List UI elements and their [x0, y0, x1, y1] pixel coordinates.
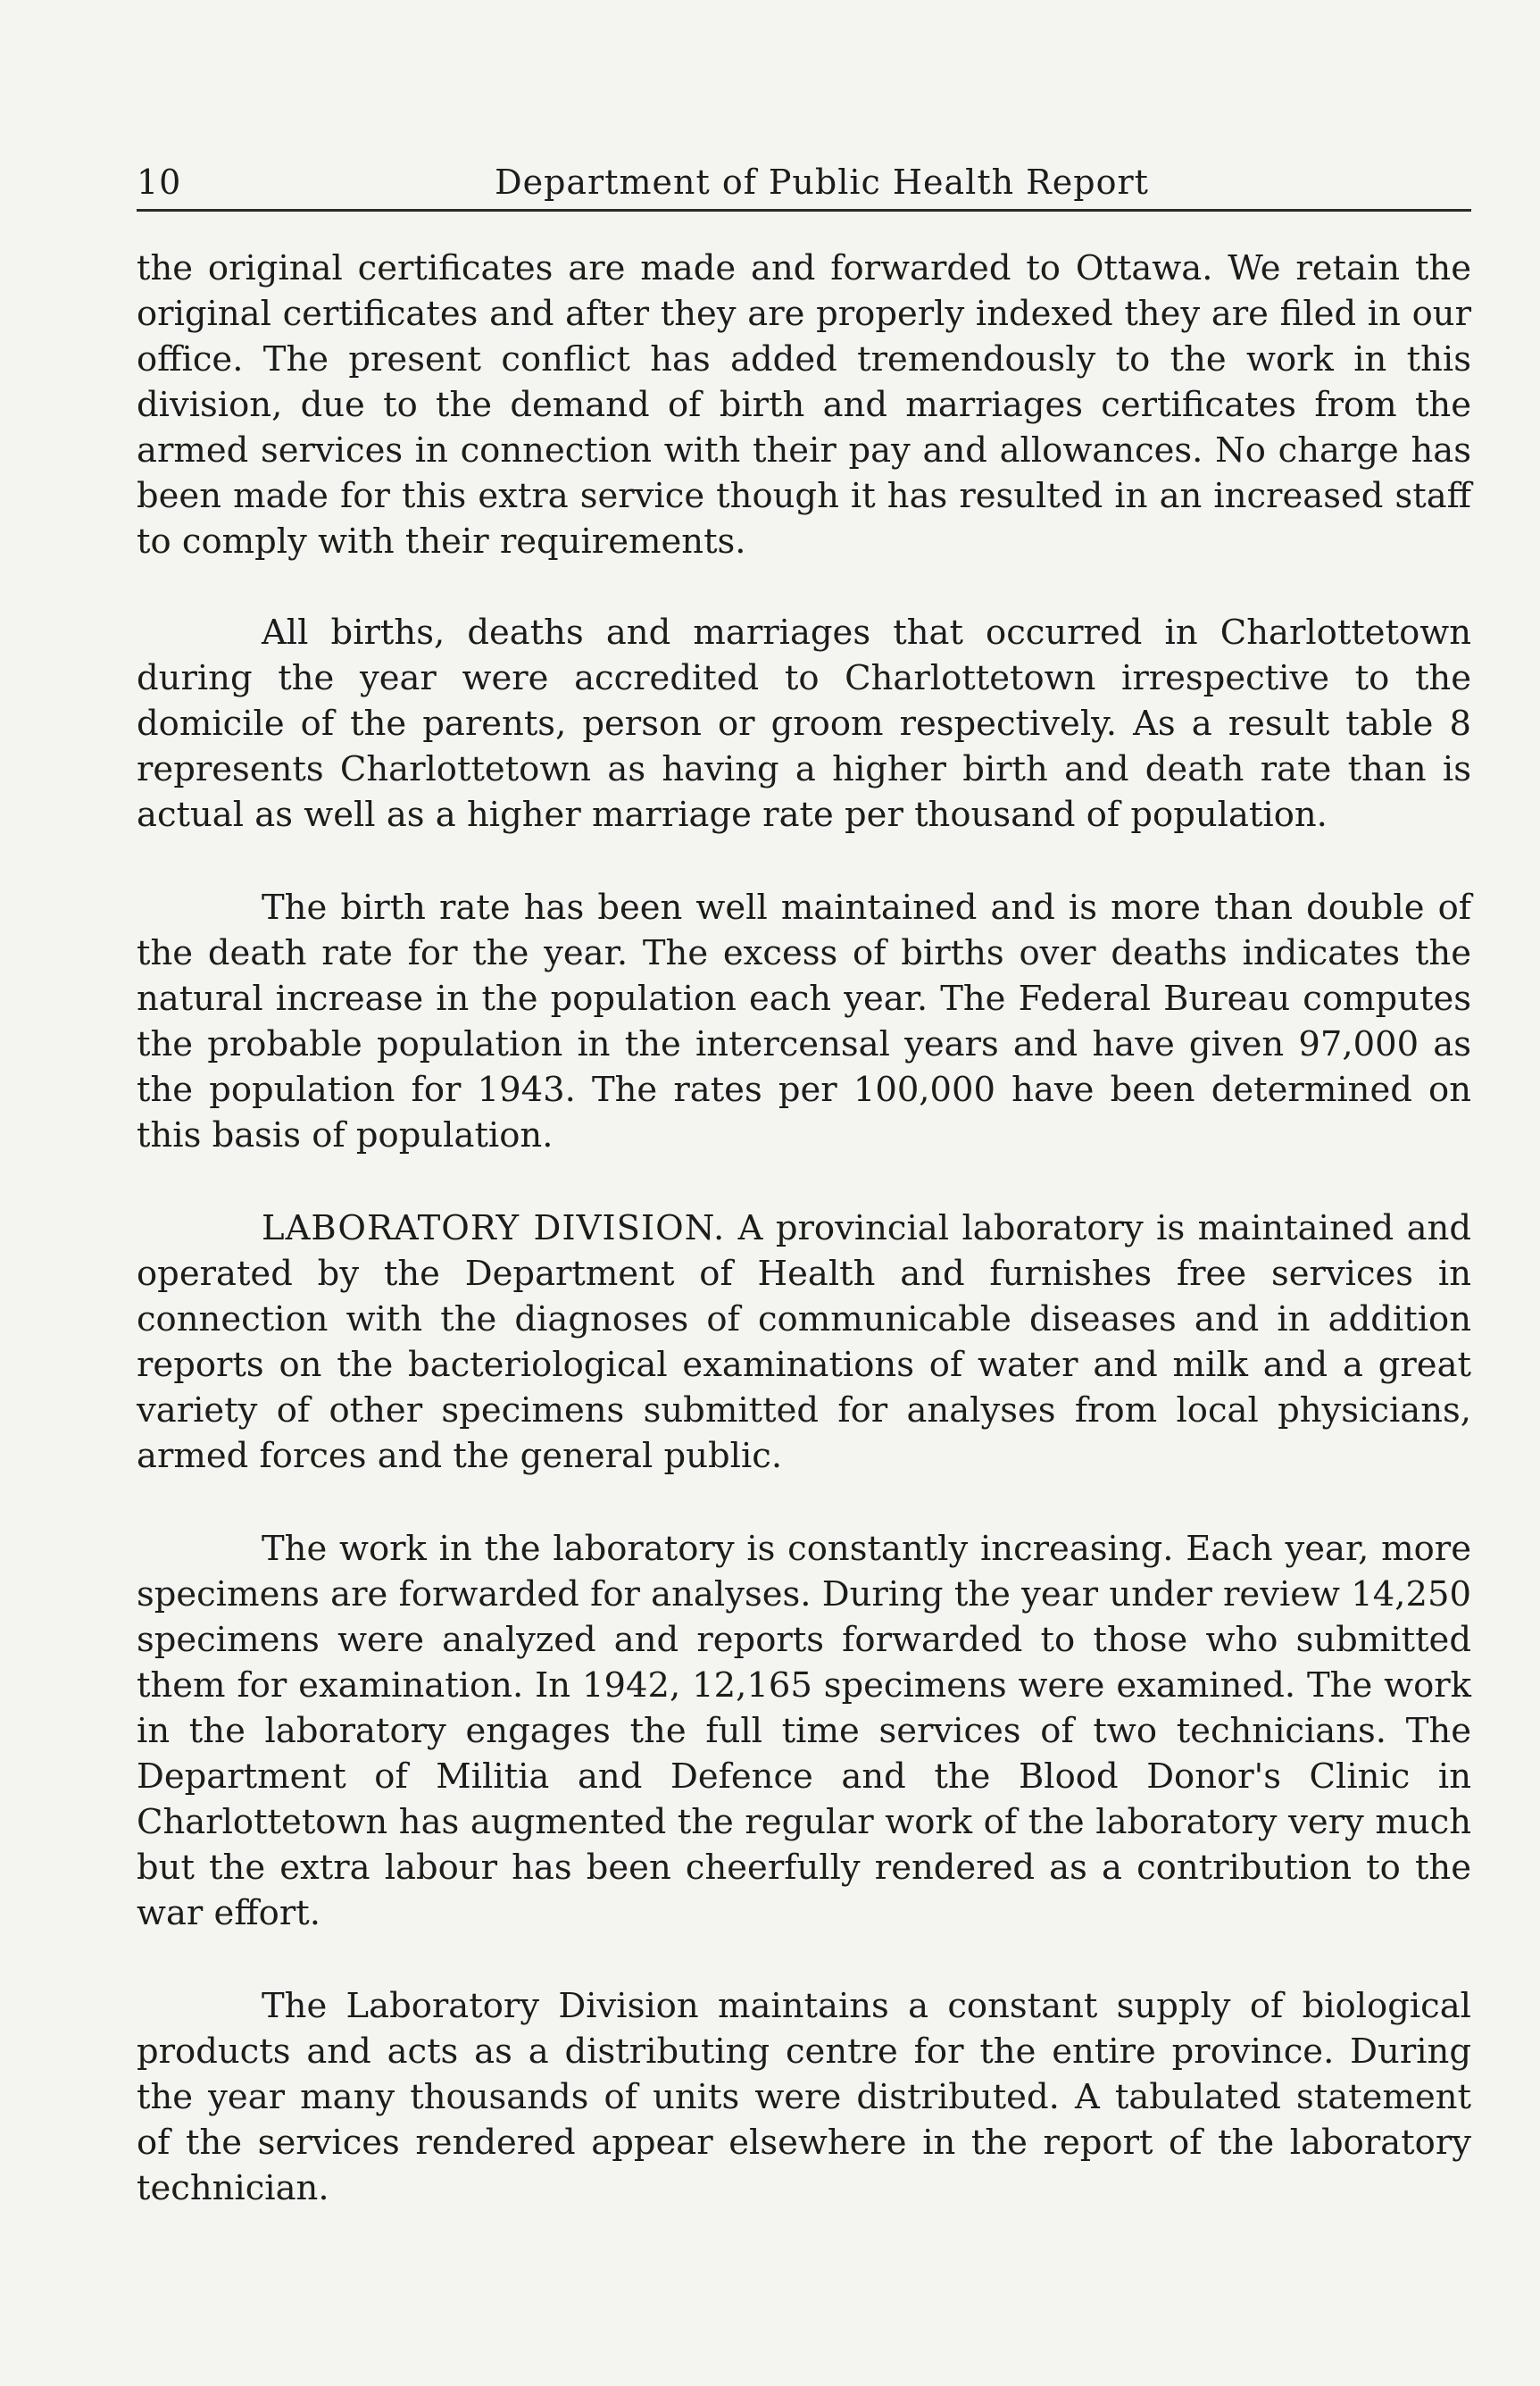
paragraph-text: The Laboratory Division maintains a constant supply of biological products and acts as a distributing centre for the entire province. During the year many thousands of units were distributed. A tabulated statement of the services rendered appear elsewhere in the report of the laboratory technician. — [137, 1986, 1471, 2208]
page-header — [137, 154, 1471, 212]
paragraph-text: The work in the laboratory is constantly increasing. Each year, more specimens are forwarded for analyses. During the year under review 14,250 specimens were analyzed and reports forwarded to those who submitted them for examination. In 1942, 12,165 specimens were examined. The work in the laboratory engages the full time services of two technicians. The Department of Militia and Defence and the Blood Donor's Clinic in Charlottetown has augmented the regular work of the laboratory very much but the extra labour has been cheerfully rendered as a contribution to the war effort. — [137, 1529, 1471, 1933]
paragraph-text: A provincial laboratory is maintained and operated by the Department of Health and furnishes free services in connection with the diagnoses of communicable diseases and in addition reports on the bacteriological examinations of water and milk and a great variety of other specimens submitted for analyses from local physicians, armed forces and the general public. — [137, 1208, 1471, 1476]
running-title: Department of Public Health Report — [495, 163, 1149, 202]
paragraph-laboratory-division — [137, 1206, 1471, 1479]
paragraph-text: All births, deaths and marriages that occurred in Charlottetown during the year were accredited to Charlottetown irrespective to the domicile of the parents, person or groom respectively. As a result table 8 represents Charlottetown as having a higher birth and death rate than is actual as well as a higher marriage rate per thousand of population. — [137, 613, 1471, 835]
document-page — [137, 154, 1471, 2258]
paragraph-biological-products — [137, 1983, 1471, 2211]
paragraph-text: The birth rate has been well maintained and is more than double of the death rate for the year. The excess of births over deaths indicates the natural increase in the population each year. The Federal Bureau computes the probable population in the intercensal years and have given 97,000 as the population for 1943. The rates per 100,000 have been determined on this basis of population. — [137, 888, 1471, 1155]
paragraph-vital-statistics-locality — [137, 610, 1471, 838]
paragraph-continuation — [137, 246, 1471, 564]
section-heading: LABORATORY DIVISION. — [262, 1208, 726, 1248]
paragraph-laboratory-work — [137, 1526, 1471, 1936]
body-text — [137, 246, 1471, 2211]
page-number: 10 — [137, 163, 182, 202]
paragraph-text: the original certificates are made and forwarded to Ottawa. We retain the original certificates and after they are properly indexed they are filed in our office. The present conflict has added tremendously to the work in this division, due to the demand of birth and marriages certificates from the armed services in connection with their pay and allowances. No charge has been made for this extra service though it has resulted in an increased staff to comply with their requirements. — [137, 248, 1471, 562]
paragraph-birth-rate — [137, 885, 1471, 1158]
